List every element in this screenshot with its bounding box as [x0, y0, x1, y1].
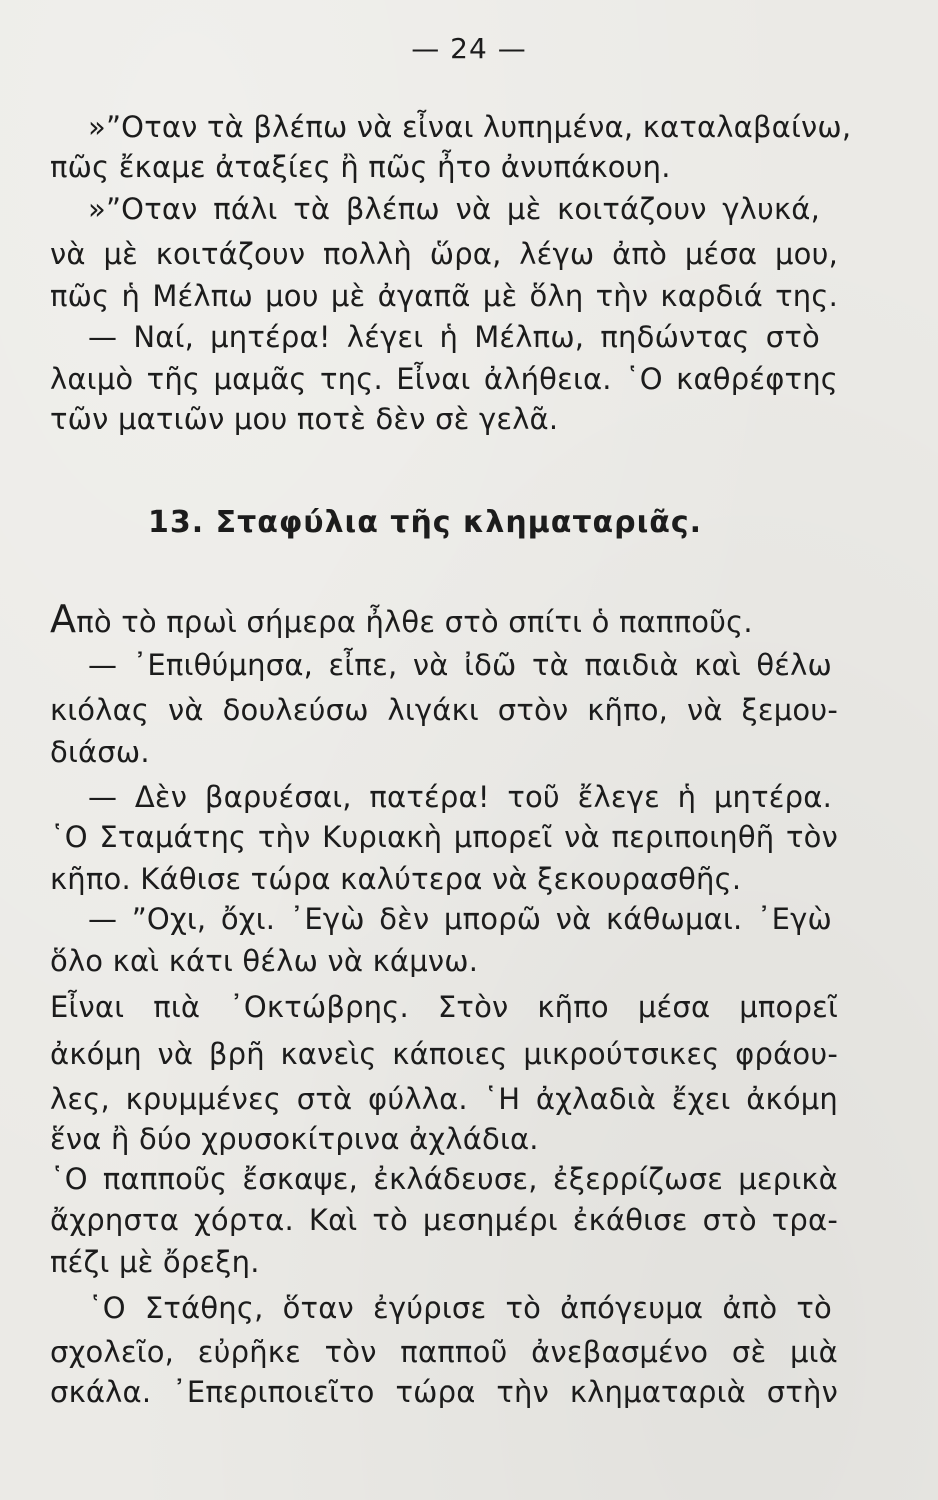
text-line: νὰ μὲ κοιτάζουν πολλὴ ὥρα, λέγω ἀπὸ μέσα μου,: [50, 237, 838, 271]
text-line: λαιμὸ τῆς μαμᾶς της. Εἶναι ἀλήθεια. ῾Ο καθρέφτης: [50, 362, 838, 396]
text-line: λες, κρυμμένες στὰ φύλλα. ῾Η ἀχλαδιὰ ἔχει ἀκόμη: [50, 1082, 838, 1116]
text-line: ὅλο καὶ κάτι θέλω νὰ κάμνω.: [50, 944, 479, 978]
text-line: πῶς ἔκαμε ἀταξίες ἢ πῶς ἦτο ἀνυπάκουη.: [50, 150, 671, 184]
text-line: ῾Ο Στάθης, ὅταν ἐγύρισε τὸ ἀπόγευμα ἀπὸ τὸ: [88, 1291, 832, 1325]
text-line: σχολεῖο, εὐρῆκε τὸν παπποῦ ἀνεβασμένο σὲ μιὰ: [50, 1335, 838, 1369]
section-heading: 13. Σταφύλια τῆς κληματαριᾶς.: [148, 505, 703, 540]
text-line: κιόλας νὰ δουλεύσω λιγάκι στὸν κῆπο, νὰ ξεμου-: [50, 693, 838, 727]
text-line: ἀκόμη νὰ βρῆ κανεὶς κάποιες μικρούτσικες φράου-: [50, 1037, 838, 1071]
text-line: ἕνα ἢ δύο χρυσοκίτρινα ἀχλάδια.: [50, 1122, 539, 1156]
drop-letter: Α: [50, 597, 77, 641]
first-line-text: πὸ τὸ πρωὶ σήμερα ἦλθε στὸ σπίτι ὁ παπποῦς.: [76, 605, 753, 639]
text-line: πῶς ἡ Μέλπω μου μὲ ἀγαπᾶ μὲ ὅλη τὴν καρδιά της.: [50, 279, 838, 313]
text-line: — Ναί, μητέρα! λέγει ἡ Μέλπω, πηδώντας στὸ: [88, 320, 820, 354]
text-line-first: [50, 597, 830, 641]
text-line: ῾Ο παπποῦς ἔσκαψε, ἐκλάδευσε, ἐξερρίζωσε μερικὰ: [50, 1162, 838, 1196]
text-line: σκάλα. ᾿Επεριποιεῖτο τώρα τὴν κληματαριὰ στὴν: [50, 1375, 838, 1409]
text-line: διάσω.: [50, 735, 150, 769]
text-line: ῾Ο Σταμάτης τὴν Κυριακὴ μπορεῖ νὰ περιποιηθῆ τὸν: [50, 820, 838, 854]
text-line: Εἶναι πιὰ ᾿Οκτώβρης. Στὸν κῆπο μέσα μπορεῖ: [50, 990, 838, 1024]
text-line: »”Οταν τὰ βλέπω νὰ εἶναι λυπημένα, καταλαβαίνω,: [88, 110, 852, 144]
text-line: — ᾿Επιθύμησα, εἶπε, νὰ ἰδῶ τὰ παιδιὰ καὶ θέλω: [88, 648, 832, 682]
text-line: τῶν ματιῶν μου ποτὲ δὲν σὲ γελᾶ.: [50, 402, 559, 436]
text-line: κῆπο. Κάθισε τώρα καλύτερα νὰ ξεκουρασθῆς.: [50, 862, 742, 896]
text-line: πέζι μὲ ὄρεξη.: [50, 1245, 260, 1279]
page-number: — 24 —: [411, 32, 527, 65]
text-line: »”Οταν πάλι τὰ βλέπω νὰ μὲ κοιτάζουν γλυκά,: [88, 192, 820, 226]
text-line: ἄχρηστα χόρτα. Καὶ τὸ μεσημέρι ἐκάθισε στὸ τρα-: [50, 1203, 838, 1237]
text-line: — Δὲν βαρυέσαι, πατέρα! τοῦ ἔλεγε ἡ μητέρα.: [88, 780, 832, 814]
text-line: — ”Οχι, ὄχι. ᾿Εγὼ δὲν μπορῶ νὰ κάθωμαι. ᾿Εγὼ: [88, 902, 832, 936]
